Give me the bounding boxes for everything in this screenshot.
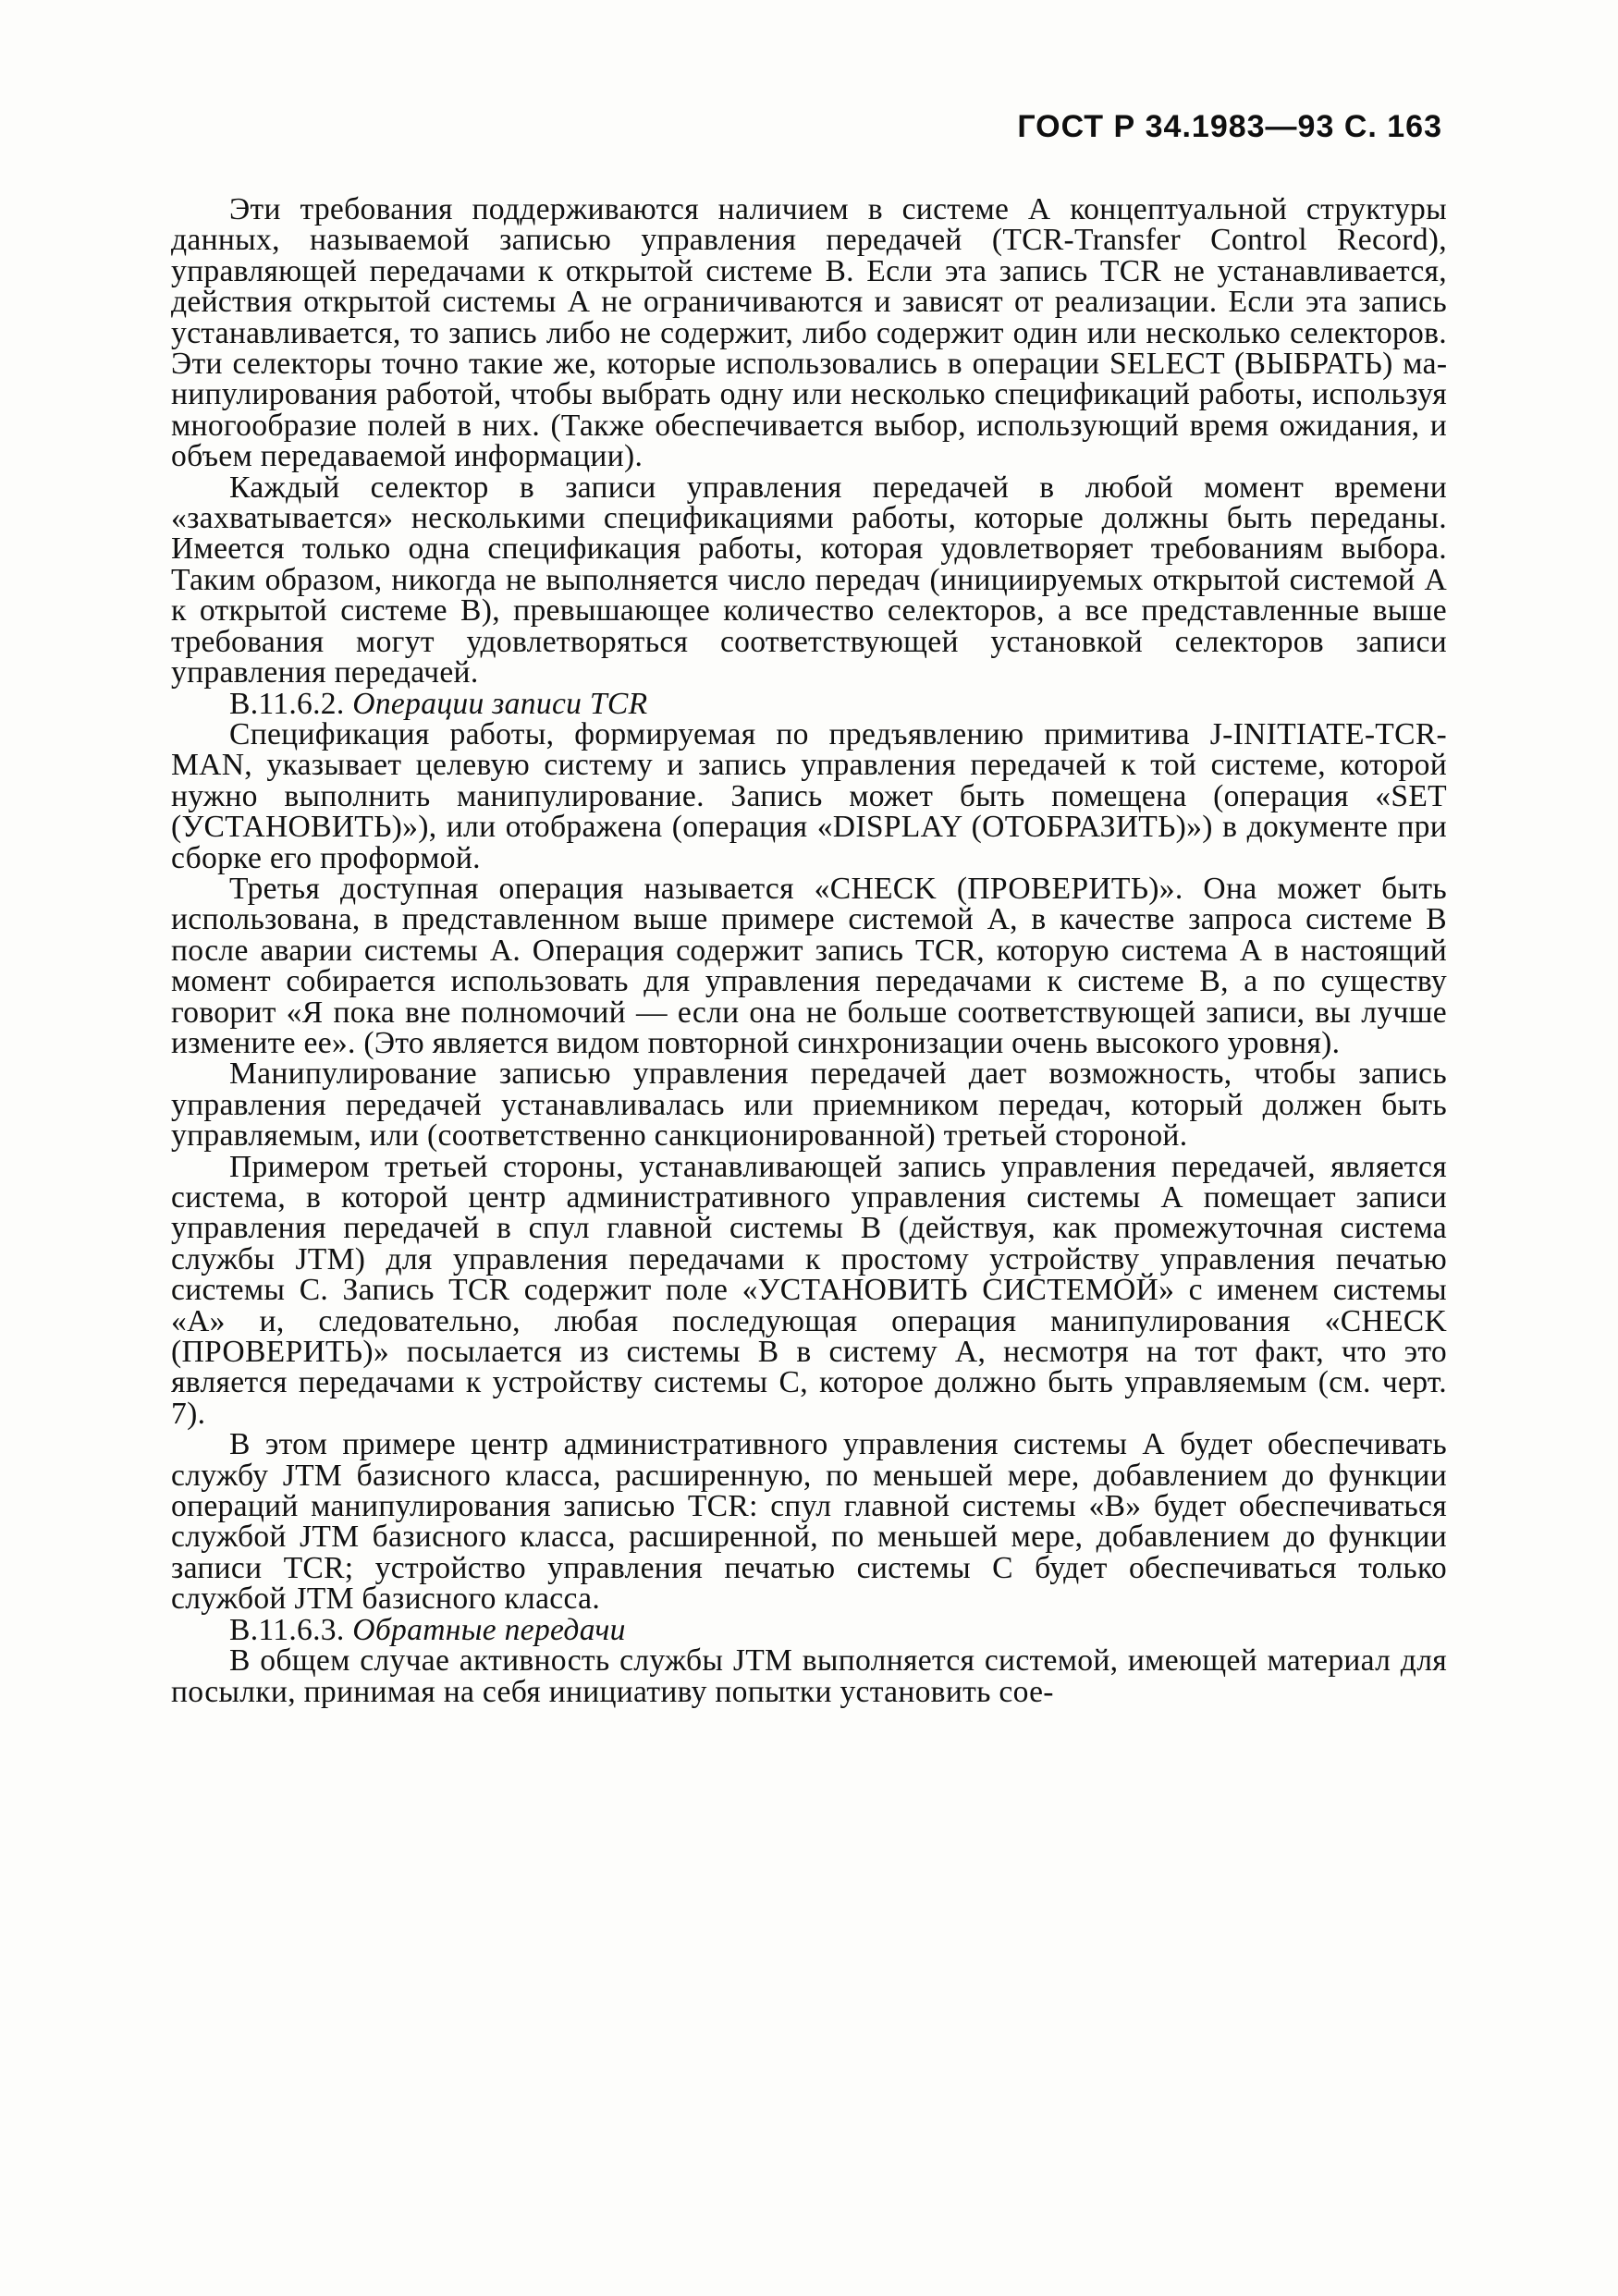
section-number: В.11.6.2.: [229, 686, 345, 721]
paragraph: Третья доступная операция называется «CHECK (ПРОВЕРИТЬ)». Она может быть использована, в представленном выше примере системой А, в качестве запроса системе В после аварии системы А. Операция содержит запись TCR, которую система А в настоящий момент собирается использовать для управления передачами к системе В, а по существу говорит «Я пока вне полномочий — если она не больше соответствующей записи, вы лучше измените ее». (Это является видом повторной синхронизации очень высокого уровня).: [171, 871, 1447, 1060]
section-title: Операции записи TCR: [352, 686, 648, 721]
paragraph: Эти требования поддерживаются наличием в системе А концептуальной структуры данных, называемой записью управления передачей (TCR-Transfer Control Record), управляющей передачами к открытой системе В. Если эта запись TCR не устанавливается, действия открытой системы А не ограничиваются и зависят от реализации. Если эта запись устанавливается, то запись либо не содержит, либо содержит один или несколько селекторов. Эти селекторы точно такие же, которые использовались в операции SELECT (ВЫБРАТЬ) манипулирования работой, чтобы выбрать одну или несколько спецификаций работы, используя многообразие полей в них. (Также обеспечивается выбор, использующий время ожидания, и объем передаваемой информации).: [171, 192, 1447, 474]
section-heading: [171, 686, 1447, 721]
running-head: ГОСТ Р 34.1983—93 С. 163: [1017, 109, 1442, 144]
paragraph: В общем случае активность службы JTM выполняется системой, имеющей материал для посылки, принимая на себя инициативу попытки установить сое-: [171, 1643, 1447, 1709]
section-heading: [171, 1612, 1447, 1647]
section-number: В.11.6.3.: [229, 1612, 345, 1647]
section-title: Обратные передачи: [352, 1612, 626, 1647]
paragraph: Каждый селектор в записи управления передачей в любой момент времени «захватывается» несколькими спецификациями работы, которые должны быть переданы. Имеется только одна спецификация работы, которая удовлетворяет требованиям выбора. Таким образом, никогда не выполняется число передач (инициируемых открытой системой А к открытой системе В), превышающее количество селекторов, а все представленные выше требования могут удовлетворяться соответствующей установкой селекторов записи управления передачей.: [171, 470, 1447, 690]
body-text: [171, 194, 1447, 1707]
paragraph: Спецификация работы, формируемая по предъявлению примитива J-INITIATE-TCR-MAN, указывает целевую систему и запись управления передачей к той системе, которой нужно выполнить манипулирование. Запись может быть помещена (операция «SET (УСТАНОВИТЬ)»), или отображена (операция «DISPLAY (ОТОБРАЗИТЬ)») в документе при сборке его проформой.: [171, 716, 1447, 875]
paragraph: Примером третьей стороны, устанавливающей запись управления передачей, является система, в которой центр административного управления системы А помещает записи управления передачей в спул главной системы В (действуя, как промежуточная система службы JTM) для управления передачами к простому устройству управления печатью системы С. Запись TCR содержит поле «УСТАНОВИТЬ СИСТЕМОЙ» с именем системы «А» и, следовательно, любая последующая операция манипулирования «CHECK (ПРОВЕРИТЬ)» посылается из системы В в систему А, несмотря на тот факт, что это является передачами к устройству системы С, которое должно быть управляемым (см. черт. 7).: [171, 1149, 1447, 1431]
paragraph: Манипулирование записью управления передачей дает возможность, чтобы запись управления передачей устанавливалась или приемником передач, который должен быть управляемым, или (соответственно санкционированной) третьей стороной.: [171, 1056, 1447, 1154]
paragraph: В этом примере центр административного управления системы А будет обеспечивать службу JTM базисного класса, расширенную, по меньшей мере, добавлением до функции операций манипулирования записью TCR: спул главной системы «В» будет обеспечиваться службой JTM базисного класса, расширенной, по меньшей мере, добавлением до функции записи TCR; устройство управления печатью системы С будет обеспечиваться только службой JTM базисного класса.: [171, 1427, 1447, 1617]
